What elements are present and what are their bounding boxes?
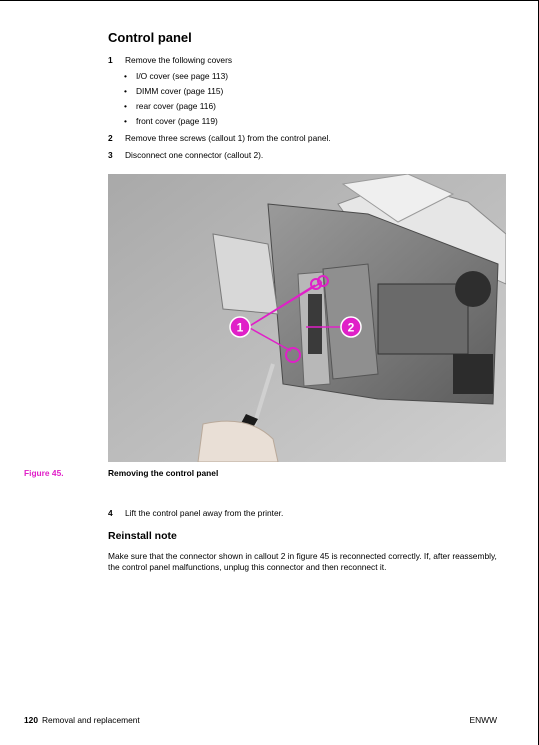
figure-label: Figure 45. — [24, 468, 64, 478]
open-control-panel-door — [213, 234, 278, 314]
reinstall-note-title: Reinstall note — [108, 530, 177, 542]
section-title: Control panel — [108, 30, 192, 45]
step-1 — [108, 55, 232, 65]
callout-2 — [341, 317, 361, 337]
footer-section: Removal and replacement — [41, 715, 140, 725]
bullet-text: DIMM cover (page 115) — [136, 86, 224, 96]
step-3 — [108, 150, 263, 160]
circuit-board — [378, 284, 468, 354]
callout-1 — [230, 317, 250, 337]
step-number: 4 — [108, 508, 113, 518]
reinstall-note-text: Make sure that the connector shown in callout 2 in figure 45 is reconnected correctly. If, after reassembly, the control panel malfunctions, unplug this connector and then reconnect it. — [108, 551, 497, 572]
step-number: 1 — [108, 55, 113, 65]
bullet-glyph: • — [124, 116, 127, 126]
dark-bracket — [453, 354, 493, 394]
bullet-glyph: • — [124, 86, 127, 96]
bullet-item — [124, 71, 228, 81]
bullet-item — [124, 101, 216, 111]
bullet-glyph: • — [124, 101, 127, 111]
bullet-text: front cover (page 119) — [136, 116, 218, 126]
page-border-top — [0, 0, 539, 1]
bullet-text: rear cover (page 116) — [136, 101, 216, 111]
step-4 — [108, 508, 283, 518]
bullet-item — [124, 86, 223, 96]
step-text: Disconnect one connector (callout 2). — [125, 150, 264, 160]
connector-block — [308, 294, 322, 354]
callout-1-label: 1 — [236, 320, 244, 335]
gear-assembly — [455, 271, 491, 307]
step-number: 3 — [108, 150, 113, 160]
step-text: Lift the control panel away from the printer. — [125, 508, 284, 518]
footer-left — [24, 715, 140, 725]
figure-caption: Removing the control panel — [108, 468, 219, 478]
bullet-glyph: • — [124, 71, 127, 81]
step-2 — [108, 133, 331, 143]
bullet-text: I/O cover (see page 113) — [136, 71, 229, 81]
step-number: 2 — [108, 133, 113, 143]
figure-photo — [108, 174, 506, 462]
callout-2-label: 2 — [347, 320, 355, 335]
page-number: 120 — [24, 715, 38, 725]
bullet-item — [124, 116, 218, 126]
step-text: Remove the following covers — [125, 55, 233, 65]
step-text: Remove three screws (callout 1) from the control panel. — [125, 133, 331, 143]
footer-right: ENWW — [469, 715, 497, 725]
